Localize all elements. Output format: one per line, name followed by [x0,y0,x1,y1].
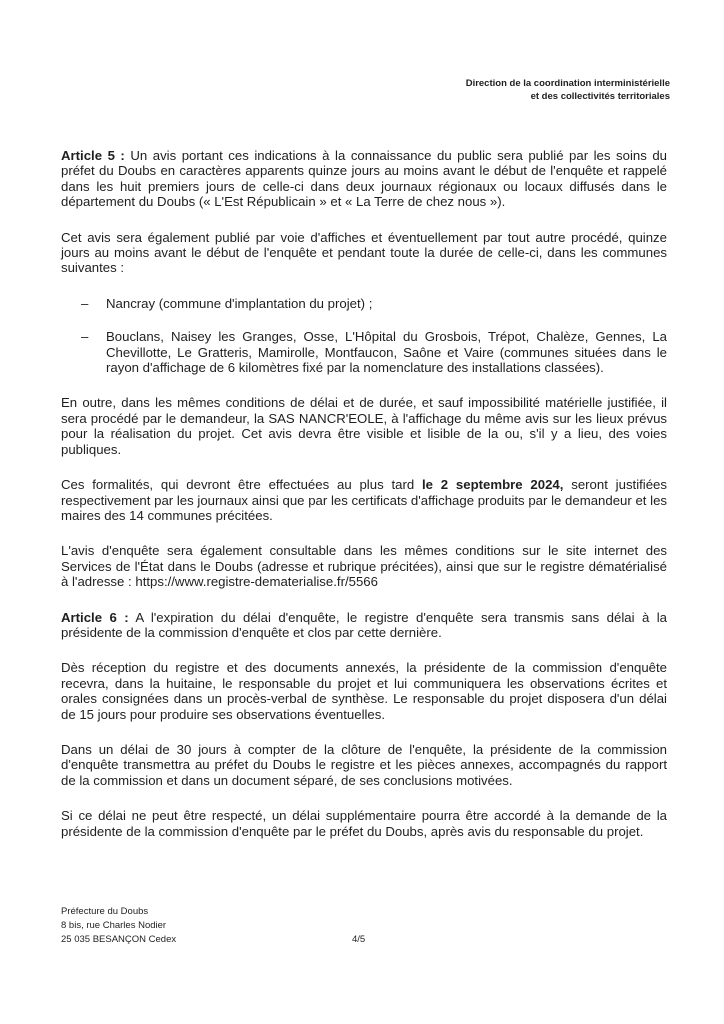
footer-line-3: 25 035 BESANÇON Cedex [61,934,177,945]
footer-line-2: 8 bis, rue Charles Nodier [61,920,167,931]
article-6-text: A l'expiration du délai d'enquête, le registre d'enquête sera transmis sans délai à la présidente de la commission d'enquête et clos par cette dernière. [61,609,667,640]
list-item [61,296,667,311]
header-direction [466,77,670,103]
formalites-before: Ces formalités, qui devront être effectuées au plus tard [61,477,422,493]
paragraph-delai-30: Dans un délai de 30 jours à compter de la clôture de l'enquête, la présidente de la commission d'enquête transmettra au préfet du Doubs le registre et les pièces annexes, accompagnés du rapport de la commission et dans un document séparé, de ses conclusions motivées. [61,741,667,788]
paragraph-affiches: Cet avis sera également publié par voie d'affiches et éventuellement par tout autre procédé, quinze jours au moins avant le début de l'enquête et pendant toute la durée de celle-ci, dans les communes suivantes : [61,229,667,276]
list-item-text: Bouclans, Naisey les Granges, Osse, L'Hôpital du Grosbois, Trépot, Chalèze, Gennes, La Chevillotte, Le Gratteris, Mamirolle, Montfaucon, Saône et Vaire (communes situées dans le rayon d'affichage de 6 kilomètres fixé par la nomenclature des installations classées). [106,329,667,376]
footer-line-1: Préfecture du Doubs [61,906,149,917]
paragraph-reception: Dès réception du registre et des documents annexés, la présidente de la commission d'enquête recevra, dans la huitaine, le responsable du projet et lui communiquera les observations écrites et orales consignées dans un procès-verbal de synthèse. Le responsable du projet disposera d'un délai de 15 jours pour produire ses observations éventuelles. [61,660,667,722]
formalites-after: seront justifiées respectivement par les journaux ainsi que par les certificats d'affichage produits par le demandeur et les maires des 14 communes précitées. [61,477,667,523]
page-number: 4/5 [352,934,366,945]
paragraph-avis: L'avis d'enquête sera également consultable dans les mêmes conditions sur le site internet des Services de l'État dans le Doubs (adresse et rubrique précitées), ainsi que sur le registre dématérialisé à l'adresse : https://www.registre-dematerialise.fr/5566 [61,543,667,590]
list-dash: – [81,329,89,345]
formalites-date: le 2 septembre 2024, [421,477,564,493]
header-line-1: Direction de la coordination interministérielle [465,78,670,89]
list-item [61,329,667,375]
paragraph-formalites [61,477,667,523]
list-item-text: Nancray (commune d'implantation du projet) ; [106,295,373,311]
list-dash: – [81,295,89,311]
paragraph-supplementaire: Si ce délai ne peut être respecté, un délai supplémentaire pourra être accordé à la demande de la présidente de la commission d'enquête par le préfet du Doubs, après avis du responsable du projet. [61,808,667,839]
article-6-label: Article 6 : [61,609,129,625]
article-5-label: Article 5 : [61,148,125,163]
article-6 [61,610,667,641]
article-5 [61,148,667,210]
document-body [61,148,667,859]
paragraph-outre: En outre, dans les mêmes conditions de délai et de durée, et sauf impossibilité matérielle justifiée, il sera procédé par le demandeur, la SAS NANCR'EOLE, à l'affichage du même avis sur les lieux prévus pour la réalisation du projet. Cet avis devra être visible et lisible de la ou, s'il y a lieu, des voies publiques. [61,395,667,457]
footer-address [61,905,176,947]
article-5-text: Un avis portant ces indications à la connaissance du public sera publié par les soins du préfet du Doubs en caractères apparents quinze jours au moins avant le début de l'enquête et rappelé dans les huit premiers jours de celle-ci dans deux journaux régionaux ou locaux diffusés dans le département du Doubs (« L'Est Républicain » et « La Terre de chez nous »). [61,148,667,210]
communes-list [61,296,667,376]
header-line-2: et des collectivités territoriales [530,91,670,102]
